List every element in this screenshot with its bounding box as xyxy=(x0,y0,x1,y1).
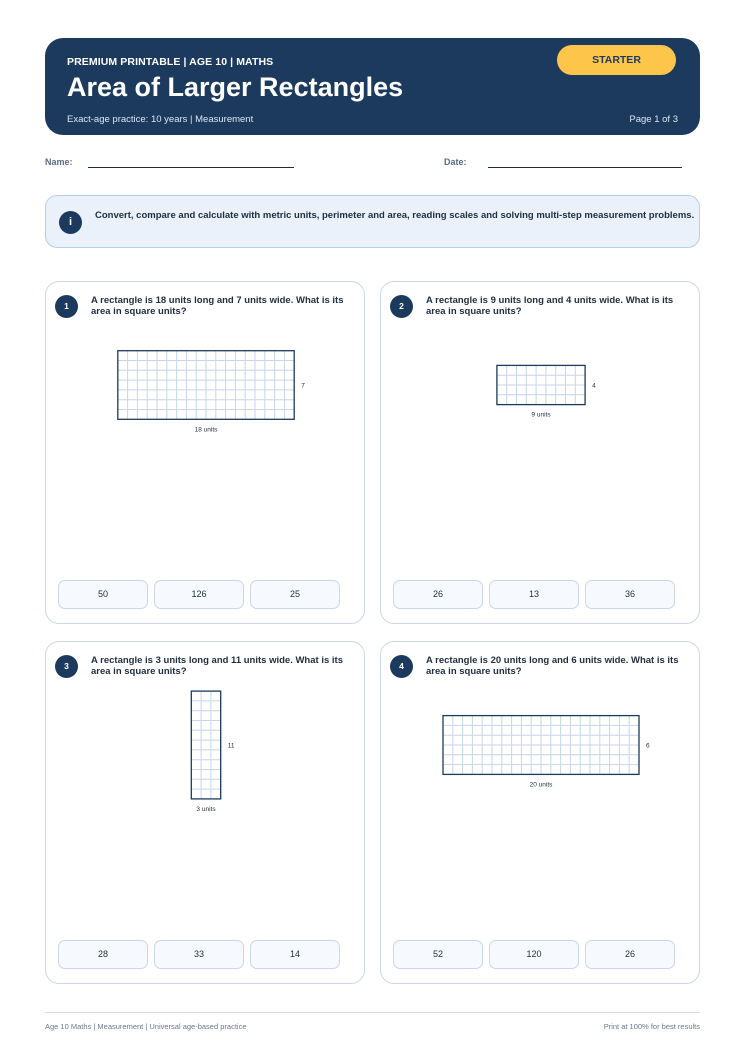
date-label: Date: xyxy=(444,157,467,167)
name-line[interactable] xyxy=(88,167,294,168)
question-text: A rectangle is 20 units long and 6 units wide. What is its area in square units? xyxy=(426,655,679,677)
length-label: 20 units xyxy=(529,781,553,789)
header-subtitle: Exact-age practice: 10 years | Measurement xyxy=(67,114,254,125)
answer-choice[interactable]: 50 xyxy=(58,580,148,609)
footer-divider xyxy=(45,1012,700,1013)
width-label: 6 xyxy=(646,742,650,750)
question-card-3 xyxy=(45,641,365,984)
length-label: 9 units xyxy=(531,411,551,419)
worksheet-header xyxy=(45,38,700,135)
rectangle-outline xyxy=(191,691,220,799)
date-line[interactable] xyxy=(488,167,682,168)
answer-choice[interactable]: 28 xyxy=(58,940,148,969)
footer-right: Print at 100% for best results xyxy=(603,1022,700,1031)
question-text: A rectangle is 3 units long and 11 units wide. What is its area in square units? xyxy=(91,655,343,677)
level-badge: STARTER xyxy=(557,45,676,75)
width-label: 4 xyxy=(592,382,596,390)
answer-choice[interactable]: 33 xyxy=(154,940,244,969)
question-number: 3 xyxy=(55,655,78,678)
answer-choice[interactable]: 26 xyxy=(585,940,675,969)
question-card-2 xyxy=(380,281,700,624)
info-icon: i xyxy=(59,211,82,234)
name-label: Name: xyxy=(45,157,73,167)
length-label: 3 units xyxy=(196,805,216,813)
question-text: A rectangle is 9 units long and 4 units wide. What is its area in square units? xyxy=(426,295,674,317)
footer-left: Age 10 Maths | Measurement | Universal age-based practice xyxy=(45,1022,247,1031)
answer-choice[interactable]: 52 xyxy=(393,940,483,969)
answer-choice[interactable]: 14 xyxy=(250,940,340,969)
width-label: 11 xyxy=(227,742,235,750)
question-card-1 xyxy=(45,281,365,624)
answer-choice[interactable]: 25 xyxy=(250,580,340,609)
page-number: Page 1 of 3 xyxy=(629,114,678,125)
answer-choice[interactable]: 120 xyxy=(489,940,579,969)
question-number: 1 xyxy=(55,295,78,318)
width-label: 7 xyxy=(301,382,305,390)
rectangle-grid-figure xyxy=(46,642,366,932)
page-title: Area of Larger Rectangles xyxy=(67,72,404,102)
header-kicker: PREMIUM PRINTABLE | AGE 10 | MATHS xyxy=(67,56,274,68)
rectangle-grid-figure xyxy=(381,282,701,572)
info-panel xyxy=(45,195,700,248)
answer-choice[interactable]: 13 xyxy=(489,580,579,609)
info-text: Convert, compare and calculate with metric units, perimeter and area, reading scales and solving multi-step measurement problems. xyxy=(95,210,695,221)
rectangle-grid-figure xyxy=(46,282,366,572)
answer-choice[interactable]: 26 xyxy=(393,580,483,609)
question-text: A rectangle is 18 units long and 7 units wide. What is its area in square units? xyxy=(91,295,344,317)
length-label: 18 units xyxy=(194,426,218,434)
answer-choice[interactable]: 36 xyxy=(585,580,675,609)
question-card-4 xyxy=(380,641,700,984)
question-number: 4 xyxy=(390,655,413,678)
rectangle-grid-figure xyxy=(381,642,701,932)
question-number: 2 xyxy=(390,295,413,318)
answer-choice[interactable]: 126 xyxy=(154,580,244,609)
